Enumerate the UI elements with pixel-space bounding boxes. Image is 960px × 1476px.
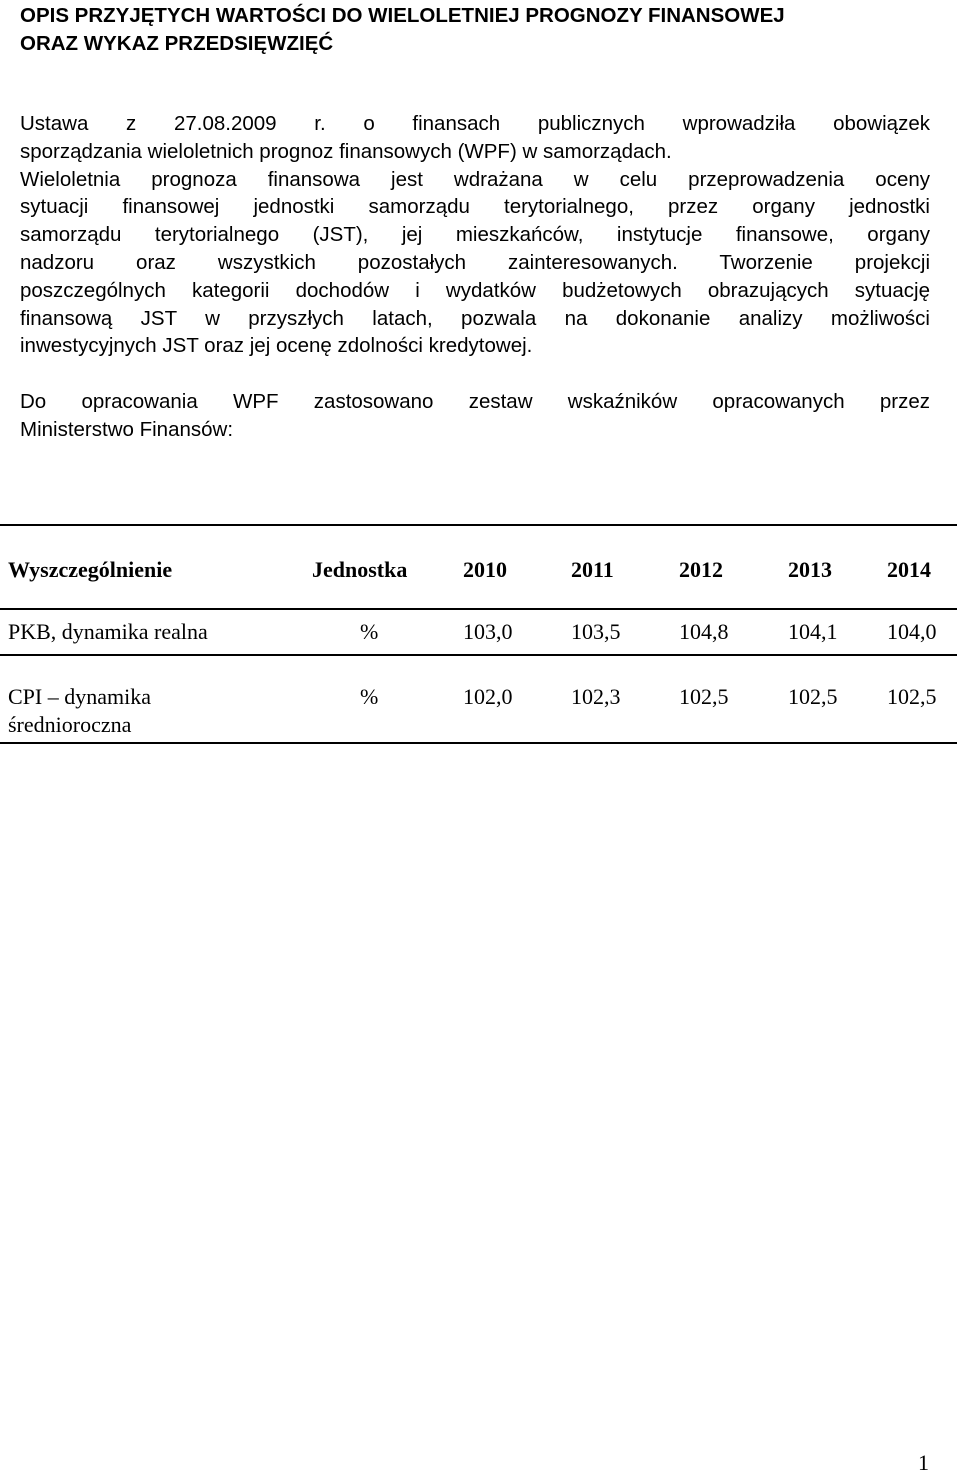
- row-value: 102,0: [463, 684, 513, 709]
- row-value: 102,3: [571, 684, 621, 709]
- row-value: 104,8: [679, 619, 729, 644]
- table-header-rule: [0, 608, 957, 610]
- paragraph-line: finansową JST w przyszłych latach, pozwala na dokonanie analizy możliwości: [20, 306, 930, 330]
- row-value: 103,5: [571, 619, 621, 644]
- paragraph-line: poszczególnych kategorii dochodów i wydatków budżetowych obrazujących sytuację: [20, 278, 930, 302]
- header-year: 2013: [788, 557, 832, 582]
- row-name: PKB, dynamika realna: [8, 619, 208, 644]
- table-bottom-rule: [0, 742, 957, 744]
- table-row-rule: [0, 654, 957, 656]
- row-name-line: CPI – dynamika: [8, 684, 151, 709]
- indicators-paragraph: [20, 388, 930, 444]
- row-name: [8, 683, 151, 739]
- paragraph-line: Ministerstwo Finansów:: [20, 417, 234, 441]
- paragraph-line: Ustawa z 27.08.2009 r. o finansach publicznych wprowadziła obowiązek: [20, 112, 930, 135]
- row-unit: %: [360, 619, 379, 644]
- row-value: 104,0: [887, 619, 937, 644]
- row-value: 102,5: [788, 684, 838, 709]
- heading-line-2: ORAZ WYKAZ PRZEDSIĘWZIĘĆ: [20, 32, 334, 55]
- paragraph-line: nadzoru oraz wszystkich pozostałych zainteresowanych. Tworzenie projekcji: [20, 250, 930, 274]
- header-year: 2011: [571, 557, 614, 582]
- paragraph-line: sytuacji finansowej jednostki samorządu terytorialnego, przez organy jednostki: [20, 195, 930, 219]
- header-unit: Jednostka: [312, 557, 408, 582]
- heading-line-1: OPIS PRZYJĘTYCH WARTOŚCI DO WIELOLETNIEJ PROGNOZY FINANSOWEJ: [20, 4, 785, 27]
- table-top-rule: [0, 524, 957, 526]
- row-unit: %: [360, 684, 379, 709]
- page-number: 1: [918, 1450, 929, 1475]
- row-value: 104,1: [788, 619, 838, 644]
- paragraph-line: Wieloletnia prognoza finansowa jest wdrażana w celu przeprowadzenia oceny: [20, 167, 930, 191]
- row-name-line: średnioroczna: [8, 712, 132, 737]
- header-year: 2014: [887, 557, 931, 582]
- paragraph-line: samorządu terytorialnego (JST), jej mieszkańców, instytucje finansowe, organy: [20, 223, 930, 247]
- page-heading: [20, 2, 940, 58]
- paragraph-line: inwestycyjnych JST oraz jej ocenę zdolności kredytowej.: [20, 334, 533, 358]
- row-value: 102,5: [887, 684, 937, 709]
- row-value: 102,5: [679, 684, 729, 709]
- header-name: Wyszczególnienie: [8, 557, 173, 582]
- header-year: 2012: [679, 557, 723, 582]
- row-value: 103,0: [463, 619, 513, 644]
- header-year: 2010: [463, 557, 507, 582]
- intro-paragraph: [20, 110, 930, 360]
- paragraph-line: Do opracowania WPF zastosowano zestaw wskaźników opracowanych przez: [20, 390, 930, 413]
- paragraph-line: sporządzania wieloletnich prognoz finansowych (WPF) w samorządach.: [20, 139, 672, 163]
